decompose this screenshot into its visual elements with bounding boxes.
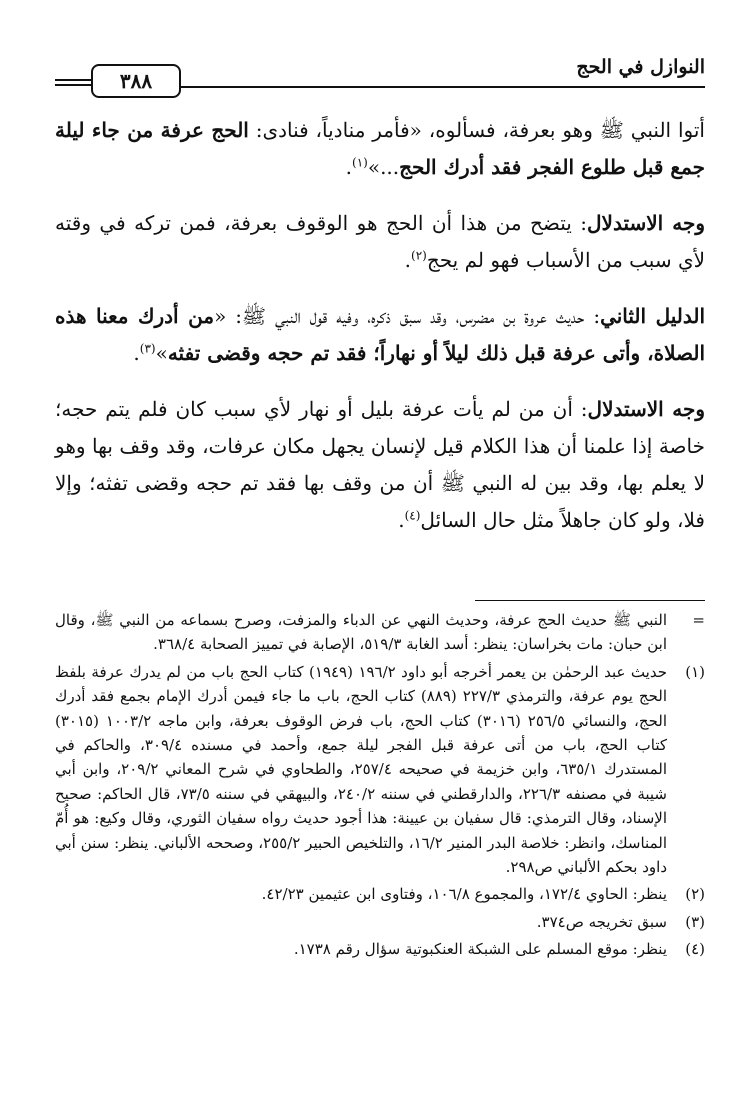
paragraph-end: . (345, 155, 352, 179)
footnote-item (55, 882, 705, 906)
footnote-text: ينظر: موقع المسلم على الشبكة العنكبوتية سؤال رقم ١٧٣٨. (293, 940, 667, 959)
main-text (55, 112, 705, 558)
paragraph-label: الدليل الثاني (600, 304, 706, 328)
paragraph-end: . (404, 248, 412, 272)
footnote-item (55, 660, 705, 880)
paragraph-label: وجه الاستدلال (587, 211, 705, 235)
hadith-quote: الحج عرفة من جاء ليلة جمع قبل طلوع الفجر فقد أدرك الحج (55, 118, 705, 179)
hadith-quote: من أدرك معنا هذه الصلاة، وأتى عرفة قبل ذلك ليلاً أو نهاراً؛ فقد تم حجه وقضى تفثه (55, 304, 705, 365)
paragraph-text: أتوا النبي ﷺ وهو بعرفة، فسألوه، «فأمر منادياً، فنادى: (248, 118, 705, 142)
page-header (55, 38, 705, 96)
paragraph-text: : أن من لم يأت عرفة بليل أو نهار لأي سبب كان فلم يتم حجه؛ خاصة إذا علمنا أن هذا الكلام قيل لإنسان يجهل مكان عرفات، وقد وقف بها وهو لا يعلم بها، وقد بين له النبي ﷺ أن من وقف بها فقد تم حجه وقضى تفثه؛ وإلا فلا، ولو كان جاهلاً مثل حال السائل (55, 397, 705, 532)
footnote-mark: (٢) (685, 885, 705, 904)
footnote-text: النبي ﷺ حديث الحج عرفة، وحديث النهي عن الدباء والمزفت، وصرح بسماعه من النبي ﷺ، وقال ابن حبان: مات بخراسان: ينظر: أسد الغابة ٥١٩/٣، الإصابة في تمييز الصحابة ٣٦٨/٤. (55, 611, 667, 654)
footnote-ref[interactable]: (١) (352, 155, 368, 170)
footnote-ref[interactable]: (٤) (404, 508, 421, 523)
page-number-box (91, 64, 181, 98)
footnote-separator (475, 600, 705, 601)
footnote-mark: = (692, 611, 705, 629)
footnote-item (55, 937, 705, 961)
paragraph-inference-2 (55, 391, 705, 539)
paragraph-hadith (55, 112, 705, 186)
header-rule-left-bottom (55, 84, 91, 86)
footnote-text: سبق تخريجه ص٣٧٤. (536, 912, 667, 931)
paragraph-label: وجه الاستدلال (587, 397, 705, 421)
header-rule-left-top (55, 79, 91, 81)
footnote-item (55, 910, 705, 934)
book-page (55, 38, 705, 1078)
paragraph-text: ...» (367, 155, 400, 179)
page-number: ٣٨٨ (119, 69, 153, 93)
paragraph-end: . (133, 341, 140, 365)
paragraph-text: : حديث عروة بن مضرس، وقد سبق ذكره، وفيه قول النبي ﷺ: « (214, 304, 601, 328)
footnote-mark: (٣) (685, 912, 705, 931)
footnote-ref[interactable]: (٣) (139, 341, 156, 356)
paragraph-inference-1 (55, 205, 705, 279)
footnote-ref[interactable]: (٢) (411, 248, 427, 263)
footnote-mark: (٤) (685, 940, 705, 959)
paragraph-end: . (398, 508, 405, 532)
footnote-text: حديث عبد الرحمٰن بن يعمر أخرجه أبو داود ١٩٦/٢ (١٩٤٩) كتاب الحج باب من لم يدرك عرفة بلفظ الحج يوم عرفة، والترمذي ٢٢٧/٣ (٨٨٩) كتاب الحج، باب ما جاء فيمن أدرك الإمام بجمع فقد أدرك الحج، والنسائي ٢٥٦/٥ (٣٠١٦) كتاب الحج، باب فرض الوقوف بعرفة، وابن ماجه ١٠٠٣/٢ (٣٠١٥) كتاب الحج، باب من أتى عرفة قبل الفجر ليلة جمع، وأحمد في مسنده ٣٠٩/٤، والحاكم في المستدرك ٦٣٥/١، وابن خزيمة في صحيحه ٢٥٧/٤، والطحاوي في شرح المعاني ٢٠٩/٢، وابن أبي شيبة في مصنفه ٢٢٦/٣، والدارقطني في سننه ٢٤٠/٢، والبيهقي في سننه ٧٣/٥، قال الحاكم: صحيح الإسناد، وقال الترمذي: قال سفيان بن عيينة: هذا أجود حديث رواه سفيان الثوري، وقال وكيع: هو أُمّ المناسك، وانظر: خلاصة البدر المنير ١٦/٢، والتلخيص الحبير ٢٥٥/٢، وصححه الألباني. ينظر: سنن أبي داود بحكم الألباني ص٢٩٨. (55, 662, 668, 877)
footnote-mark: (١) (685, 662, 705, 681)
footnotes (55, 608, 705, 965)
paragraph-text: : يتضح من هذا أن الحج هو الوقوف بعرفة، فمن تركه في وقته لأي سبب من الأسباب فهو لم يحج (55, 211, 705, 272)
running-title: النوازل في الحج (576, 56, 705, 78)
footnote-item (55, 608, 705, 657)
header-rule (175, 86, 705, 88)
footnote-text: ينظر: الحاوي ١٧٢/٤، والمجموع ١٠٦/٨، وفتاوى ابن عثيمين ٤٢/٢٣. (261, 885, 667, 904)
paragraph-text: » (155, 341, 168, 365)
paragraph-evidence-2 (55, 298, 705, 372)
